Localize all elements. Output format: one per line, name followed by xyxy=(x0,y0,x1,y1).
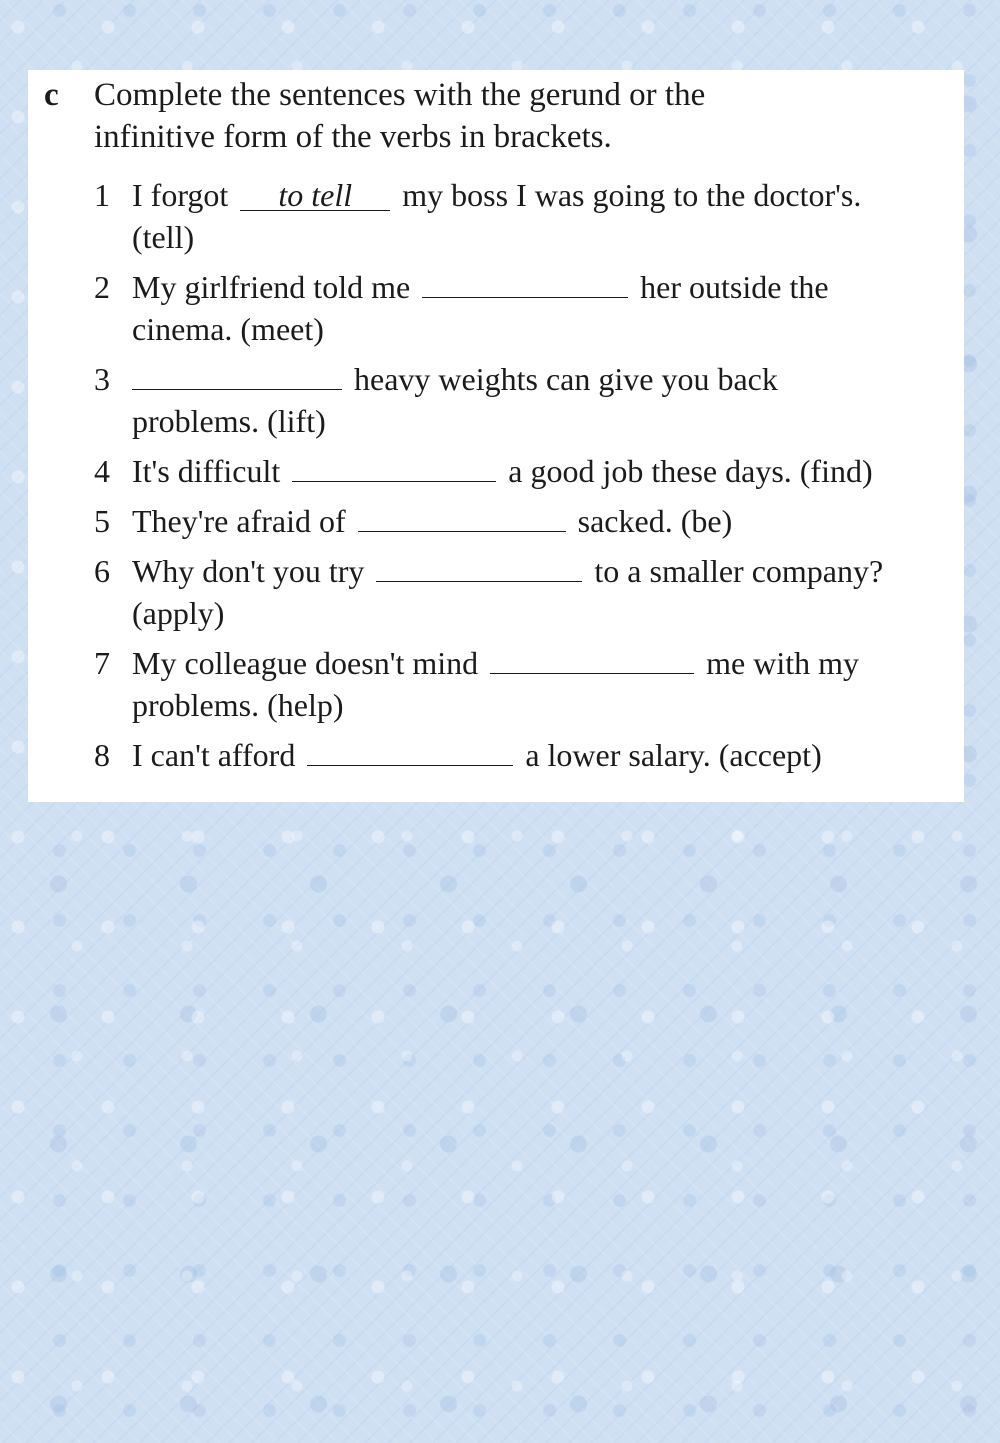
answer-blank[interactable] xyxy=(422,267,628,298)
answer-blank[interactable]: to tell xyxy=(240,180,390,211)
sentence-after: her outside the xyxy=(640,269,829,305)
answer-blank[interactable] xyxy=(307,735,513,766)
sentence-item xyxy=(94,174,954,258)
sentence-continuation: cinema. (meet) xyxy=(132,311,324,347)
sentence-before: It's difficult xyxy=(132,453,281,489)
sentence-before: I forgot xyxy=(132,177,229,213)
sentence-item xyxy=(94,550,954,634)
sentence-continuation: problems. (help) xyxy=(132,687,344,723)
sentence-after: a good job these days. (find) xyxy=(508,453,873,489)
sentence-after: a lower salary. (accept) xyxy=(525,737,822,773)
sentence-list xyxy=(94,174,954,776)
sentence-after: sacked. (be) xyxy=(577,503,733,539)
exercise-panel xyxy=(28,70,964,802)
sentence-continuation: (apply) xyxy=(132,595,225,631)
sentence-before: Why don't you try xyxy=(132,553,365,589)
instruction-line-1: Complete the sentences with the gerund or the xyxy=(94,77,706,113)
sentence-item xyxy=(94,358,954,442)
item-number: 4 xyxy=(94,453,110,489)
sentence-before: They're afraid of xyxy=(132,503,346,539)
sentence-after: my boss I was going to the doctor's. xyxy=(402,177,862,213)
item-number: 7 xyxy=(94,645,110,681)
answer-blank[interactable] xyxy=(292,451,496,482)
sentence-after: me with my xyxy=(706,645,860,681)
sentence-after: to a smaller company? xyxy=(594,553,884,589)
item-number: 2 xyxy=(94,269,110,305)
answer-blank[interactable] xyxy=(132,359,342,390)
item-number: 5 xyxy=(94,503,110,539)
answer-blank[interactable] xyxy=(358,501,566,532)
sentence-item xyxy=(94,266,954,350)
sentence-before: I can't afford xyxy=(132,737,296,773)
item-number: 3 xyxy=(94,361,110,397)
item-number: 1 xyxy=(94,177,110,213)
sentence-after: heavy weights can give you back xyxy=(354,361,778,397)
sentence-before: My girlfriend told me xyxy=(132,269,411,305)
item-number: 8 xyxy=(94,737,110,773)
answer-blank[interactable] xyxy=(376,551,582,582)
answer-blank[interactable] xyxy=(490,643,694,674)
instruction-line-2: infinitive form of the verbs in brackets. xyxy=(94,119,612,155)
sentence-before: My colleague doesn't mind xyxy=(132,645,479,681)
exercise-instruction xyxy=(94,74,914,158)
sentence-continuation: problems. (lift) xyxy=(132,403,326,439)
sentence-item xyxy=(94,500,954,542)
sentence-item xyxy=(94,450,954,492)
sentence-item xyxy=(94,642,954,726)
item-number: 6 xyxy=(94,553,110,589)
sentence-item xyxy=(94,734,954,776)
exercise-letter: c xyxy=(44,77,59,113)
sentence-continuation: (tell) xyxy=(132,219,195,255)
